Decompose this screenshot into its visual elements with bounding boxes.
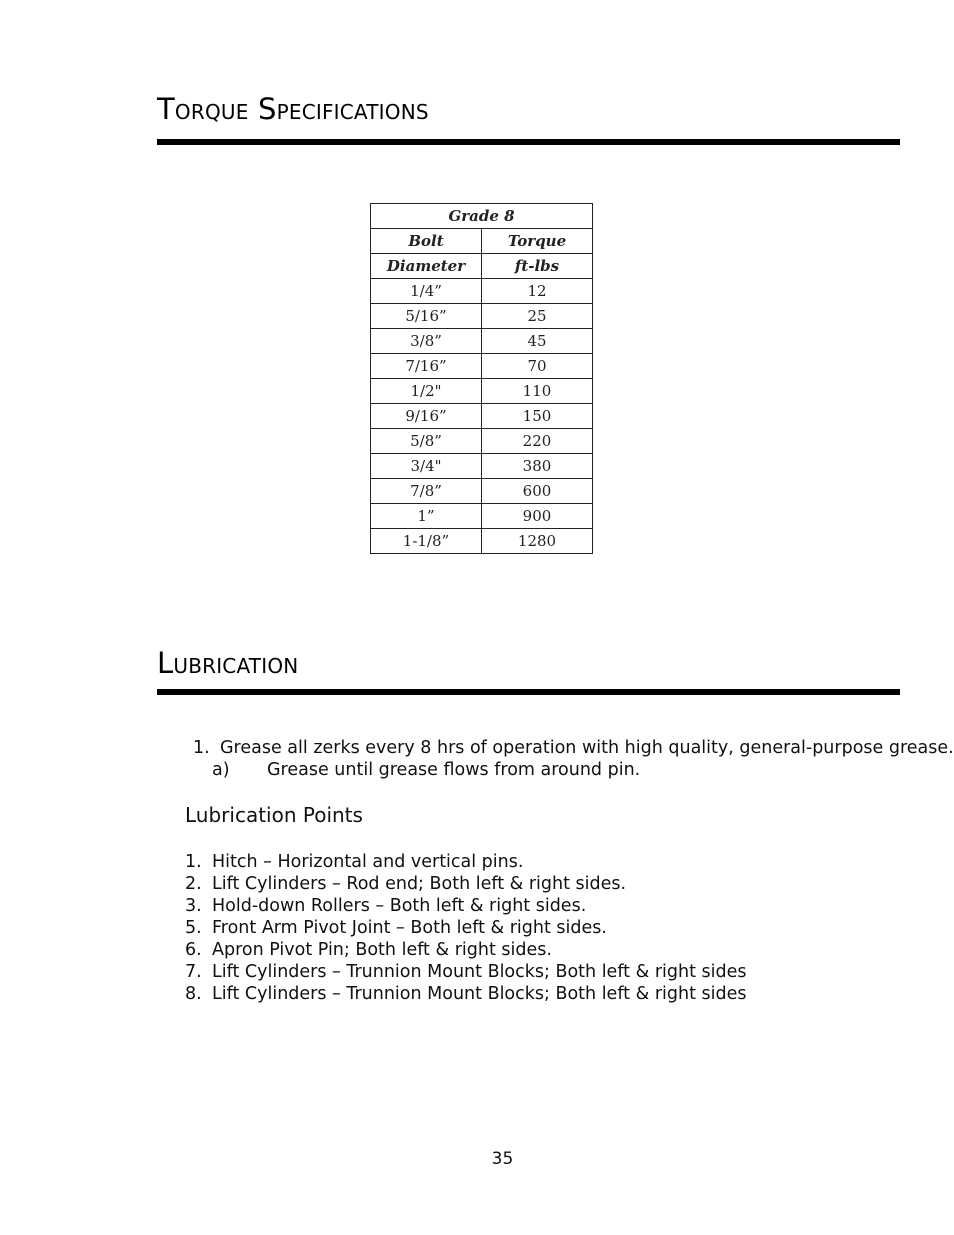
list-text: Apron Pivot Pin; Both left & right sides. <box>212 940 552 960</box>
table-header-row <box>371 254 593 279</box>
table-row <box>371 529 593 554</box>
torque-value-cell: 110 <box>482 379 593 404</box>
list-text: Hitch – Horizontal and vertical pins. <box>212 852 524 872</box>
list-item <box>185 895 746 917</box>
list-number: 2. <box>185 874 202 894</box>
step-text: Grease all zerks every 8 hrs of operation with high quality, general-purpose grease. <box>220 738 954 758</box>
bolt-diameter-cell: 1/2" <box>371 379 482 404</box>
torque-table <box>370 203 593 554</box>
list-text: Hold-down Rollers – Both left & right sides. <box>212 896 587 916</box>
table-row <box>371 279 593 304</box>
step-number: 1. <box>193 738 210 758</box>
torque-value-cell: 12 <box>482 279 593 304</box>
grease-instruction <box>193 737 954 759</box>
lubrication-points-list <box>185 851 746 1005</box>
grade-header: Grade 8 <box>371 204 593 229</box>
list-text: Lift Cylinders – Rod end; Both left & right sides. <box>212 874 627 894</box>
bolt-diameter-cell: 1” <box>371 504 482 529</box>
torque-value-cell: 220 <box>482 429 593 454</box>
table-row <box>371 379 593 404</box>
list-item <box>185 983 746 1005</box>
table-row <box>371 454 593 479</box>
bolt-diameter-cell: 3/4" <box>371 454 482 479</box>
torque-value-cell: 70 <box>482 354 593 379</box>
sub-step-text: Grease until grease flows from around pin. <box>267 760 641 780</box>
lubrication-heading: Lubrication <box>157 646 299 680</box>
list-text: Front Arm Pivot Joint – Both left & right sides. <box>212 918 607 938</box>
list-number: 1. <box>185 852 202 872</box>
list-text: Lift Cylinders – Trunnion Mount Blocks; Both left & right sides <box>212 984 747 1004</box>
diameter-header: Diameter <box>371 254 482 279</box>
table-header-row <box>371 229 593 254</box>
bolt-diameter-cell: 5/8” <box>371 429 482 454</box>
table-row <box>371 404 593 429</box>
bolt-diameter-cell: 9/16” <box>371 404 482 429</box>
bolt-diameter-cell: 1-1/8” <box>371 529 482 554</box>
heading-divider <box>157 689 900 695</box>
list-item <box>185 939 746 961</box>
list-item <box>185 851 746 873</box>
list-text: Lift Cylinders – Trunnion Mount Blocks; Both left & right sides <box>212 962 747 982</box>
table-row <box>371 304 593 329</box>
lubrication-points-heading: Lubrication Points <box>185 803 363 827</box>
bolt-diameter-cell: 5/16” <box>371 304 482 329</box>
bolt-diameter-cell: 7/16” <box>371 354 482 379</box>
torque-value-cell: 900 <box>482 504 593 529</box>
sub-step-letter: a) <box>212 760 230 780</box>
list-number: 7. <box>185 962 202 982</box>
torque-value-cell: 600 <box>482 479 593 504</box>
list-item <box>185 873 746 895</box>
bolt-diameter-cell: 3/8” <box>371 329 482 354</box>
torque-value-cell: 150 <box>482 404 593 429</box>
bolt-header: Bolt <box>371 229 482 254</box>
torque-specifications-heading: Torque Specifications <box>157 92 429 126</box>
bolt-diameter-cell: 1/4” <box>371 279 482 304</box>
list-number: 8. <box>185 984 202 1004</box>
table-row <box>371 479 593 504</box>
torque-value-cell: 1280 <box>482 529 593 554</box>
bolt-diameter-cell: 7/8” <box>371 479 482 504</box>
list-number: 3. <box>185 896 202 916</box>
heading-divider <box>157 139 900 145</box>
table-row <box>371 354 593 379</box>
torque-header: Torque <box>482 229 593 254</box>
ft-lbs-header: ft-lbs <box>482 254 593 279</box>
list-item <box>185 917 746 939</box>
table-grade-row <box>371 204 593 229</box>
list-item <box>185 961 746 983</box>
torque-value-cell: 380 <box>482 454 593 479</box>
page-number: 35 <box>491 1149 514 1169</box>
list-number: 5. <box>185 918 202 938</box>
grease-sub-instruction <box>212 759 640 781</box>
torque-value-cell: 45 <box>482 329 593 354</box>
table-row <box>371 329 593 354</box>
table-row <box>371 504 593 529</box>
list-number: 6. <box>185 940 202 960</box>
torque-value-cell: 25 <box>482 304 593 329</box>
table-row <box>371 429 593 454</box>
